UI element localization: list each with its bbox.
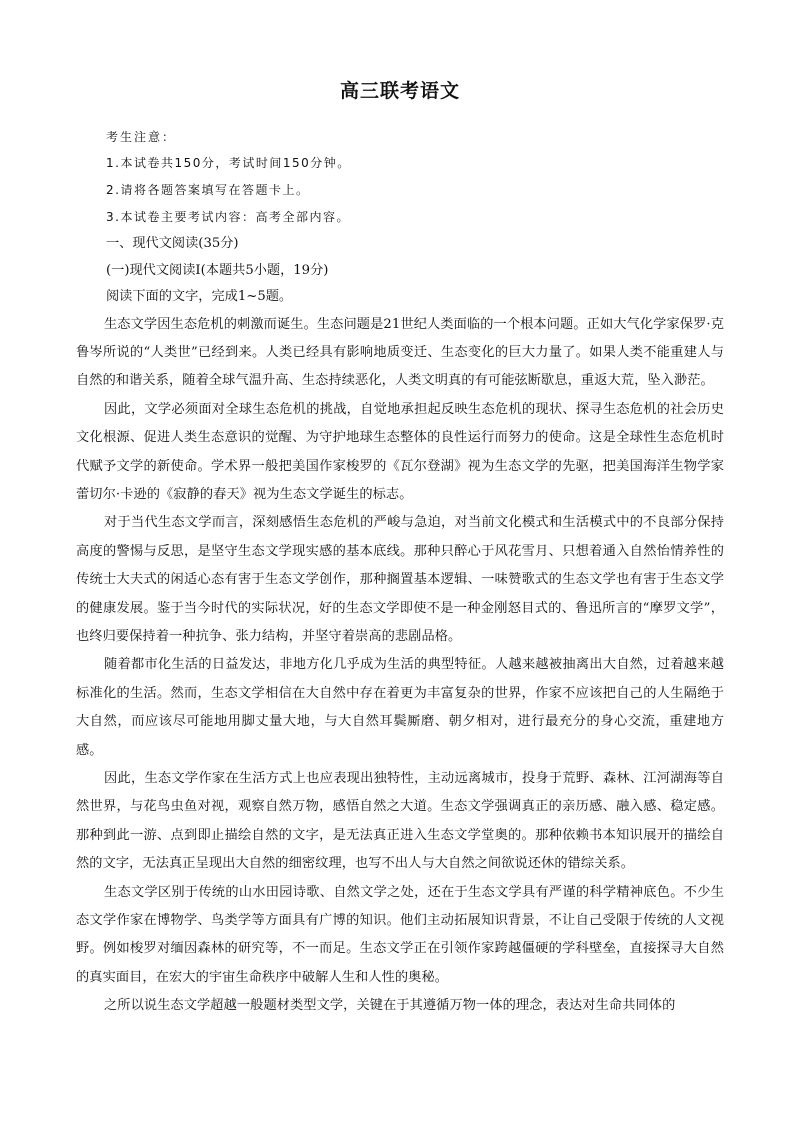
paragraph-2: 因此，文学必须面对全球生态危机的挑战，自觉地承担起反映生态危机的现状、探寻生态危机的社会历史文化根源、促进人类生态意识的觉醒、为守护地球生态整体的良性运行而努力的使命。这是全球性生态危机时代赋予文学的新使命。学术界一般把美国作家梭罗的《瓦尔登湖》视为生态文学的先驱，把美国海洋生物学家蕾切尔·卡逊的《寂静的春天》视为生态文学诞生的标志。 xyxy=(76,401,724,502)
notice-item-3: 3.本试卷主要考试内容：高考全部内容。 xyxy=(106,210,350,224)
notice-item-1: 1.本试卷共150分，考试时间150分钟。 xyxy=(106,156,351,170)
reading-instruction: 阅读下面的文字，完成1~5题。 xyxy=(106,289,293,304)
page-title: 高三联考语文 xyxy=(339,80,460,102)
paragraph-1: 生态文学因生态危机的刺激而诞生。生态问题是21世纪人类面临的一个根本问题。正如大气化学家保罗·克鲁岑所说的“人类世”已经到来。人类已经具有影响地质变迁、生态变化的巨大力量了。如果人类不能重建人与自然的和谐关系，随着全球气温升高、生态持续恶化，人类文明真的有可能弦断歇息，重返大荒，坠入渺茫。 xyxy=(76,316,724,389)
notice-item-2: 2.请将各题答案填写在答题卡上。 xyxy=(106,183,310,197)
section-heading: 一、现代文阅读(35分) xyxy=(106,236,239,251)
paragraph-5: 因此，生态文学作家在生活方式上也应表现出独特性，主动远离城市，投身于荒野、森林、江河湖海等自然世界，与花鸟虫鱼对视，观察自然万物，感悟自然之大道。生态文学强调真正的亲历感、融入感、稳定感。那种到此一游、点到即止描绘自然的文字，是无法真正进入生态文学堂奥的。那种依赖书本知识展开的描绘自然的文字，无法真正呈现出大自然的细密纹理，也写不出人与大自然之间欲说还休的错综关系。 xyxy=(76,771,724,872)
paragraph-7: 之所以说生态文学超越一般题材类型文学，关键在于其遵循万物一体的理念，表达对生命共同体的 xyxy=(104,998,676,1014)
notice-heading: 考生注意： xyxy=(106,130,177,144)
paragraph-3: 对于当代生态文学而言，深刻感悟生态危机的严峻与急迫，对当前文化模式和生活模式中的不良部分保持高度的警惕与反思，是坚守生态文学现实感的基本底线。那种只醉心于风花雪月、只想着通入自然怡情养性的传统士大夫式的闲适心态有害于生态文学创作，那种搁置基本逻辑、一味赞歌式的生态文学也有害于生态文学的健康发展。鉴于当今时代的实际状况，好的生态文学即使不是一种金刚怒目式的、鲁迅所言的“摩罗文学”，也终归要保持着一种抗争、张力结构，并坚守着崇高的悲剧品格。 xyxy=(76,515,724,644)
section-subheading: (一)现代文阅读Ⅰ(本题共5小题，19分) xyxy=(106,262,329,278)
paragraph-6: 生态文学区别于传统的山水田园诗歌、自然文学之处，还在于生态文学具有严谨的科学精神底色。不少生态文学作家在博物学、鸟类学等方面具有广博的知识。他们主动拓展知识背景，不让自己受限于传统的人文视野。例如梭罗对缅因森林的研究等，不一而足。生态文学正在引领作家跨越僵硬的学科壁垒，直接探寻大自然的真实面目，在宏大的宇宙生命秩序中破解人生和人性的奥秘。 xyxy=(76,884,724,985)
paragraph-4: 随着都市化生活的日益发达，非地方化几乎成为生活的典型特征。人越来越被抽离出大自然，过着越来越标准化的生活。然而，生态文学相信在大自然中存在着更为丰富复杂的世界，作家不应该把自己的人生隔绝于大自然，而应该尽可能地用脚丈量大地，与大自然耳鬓厮磨、朝夕相对，进行最充分的身心交流，重建地方感。 xyxy=(76,657,724,758)
